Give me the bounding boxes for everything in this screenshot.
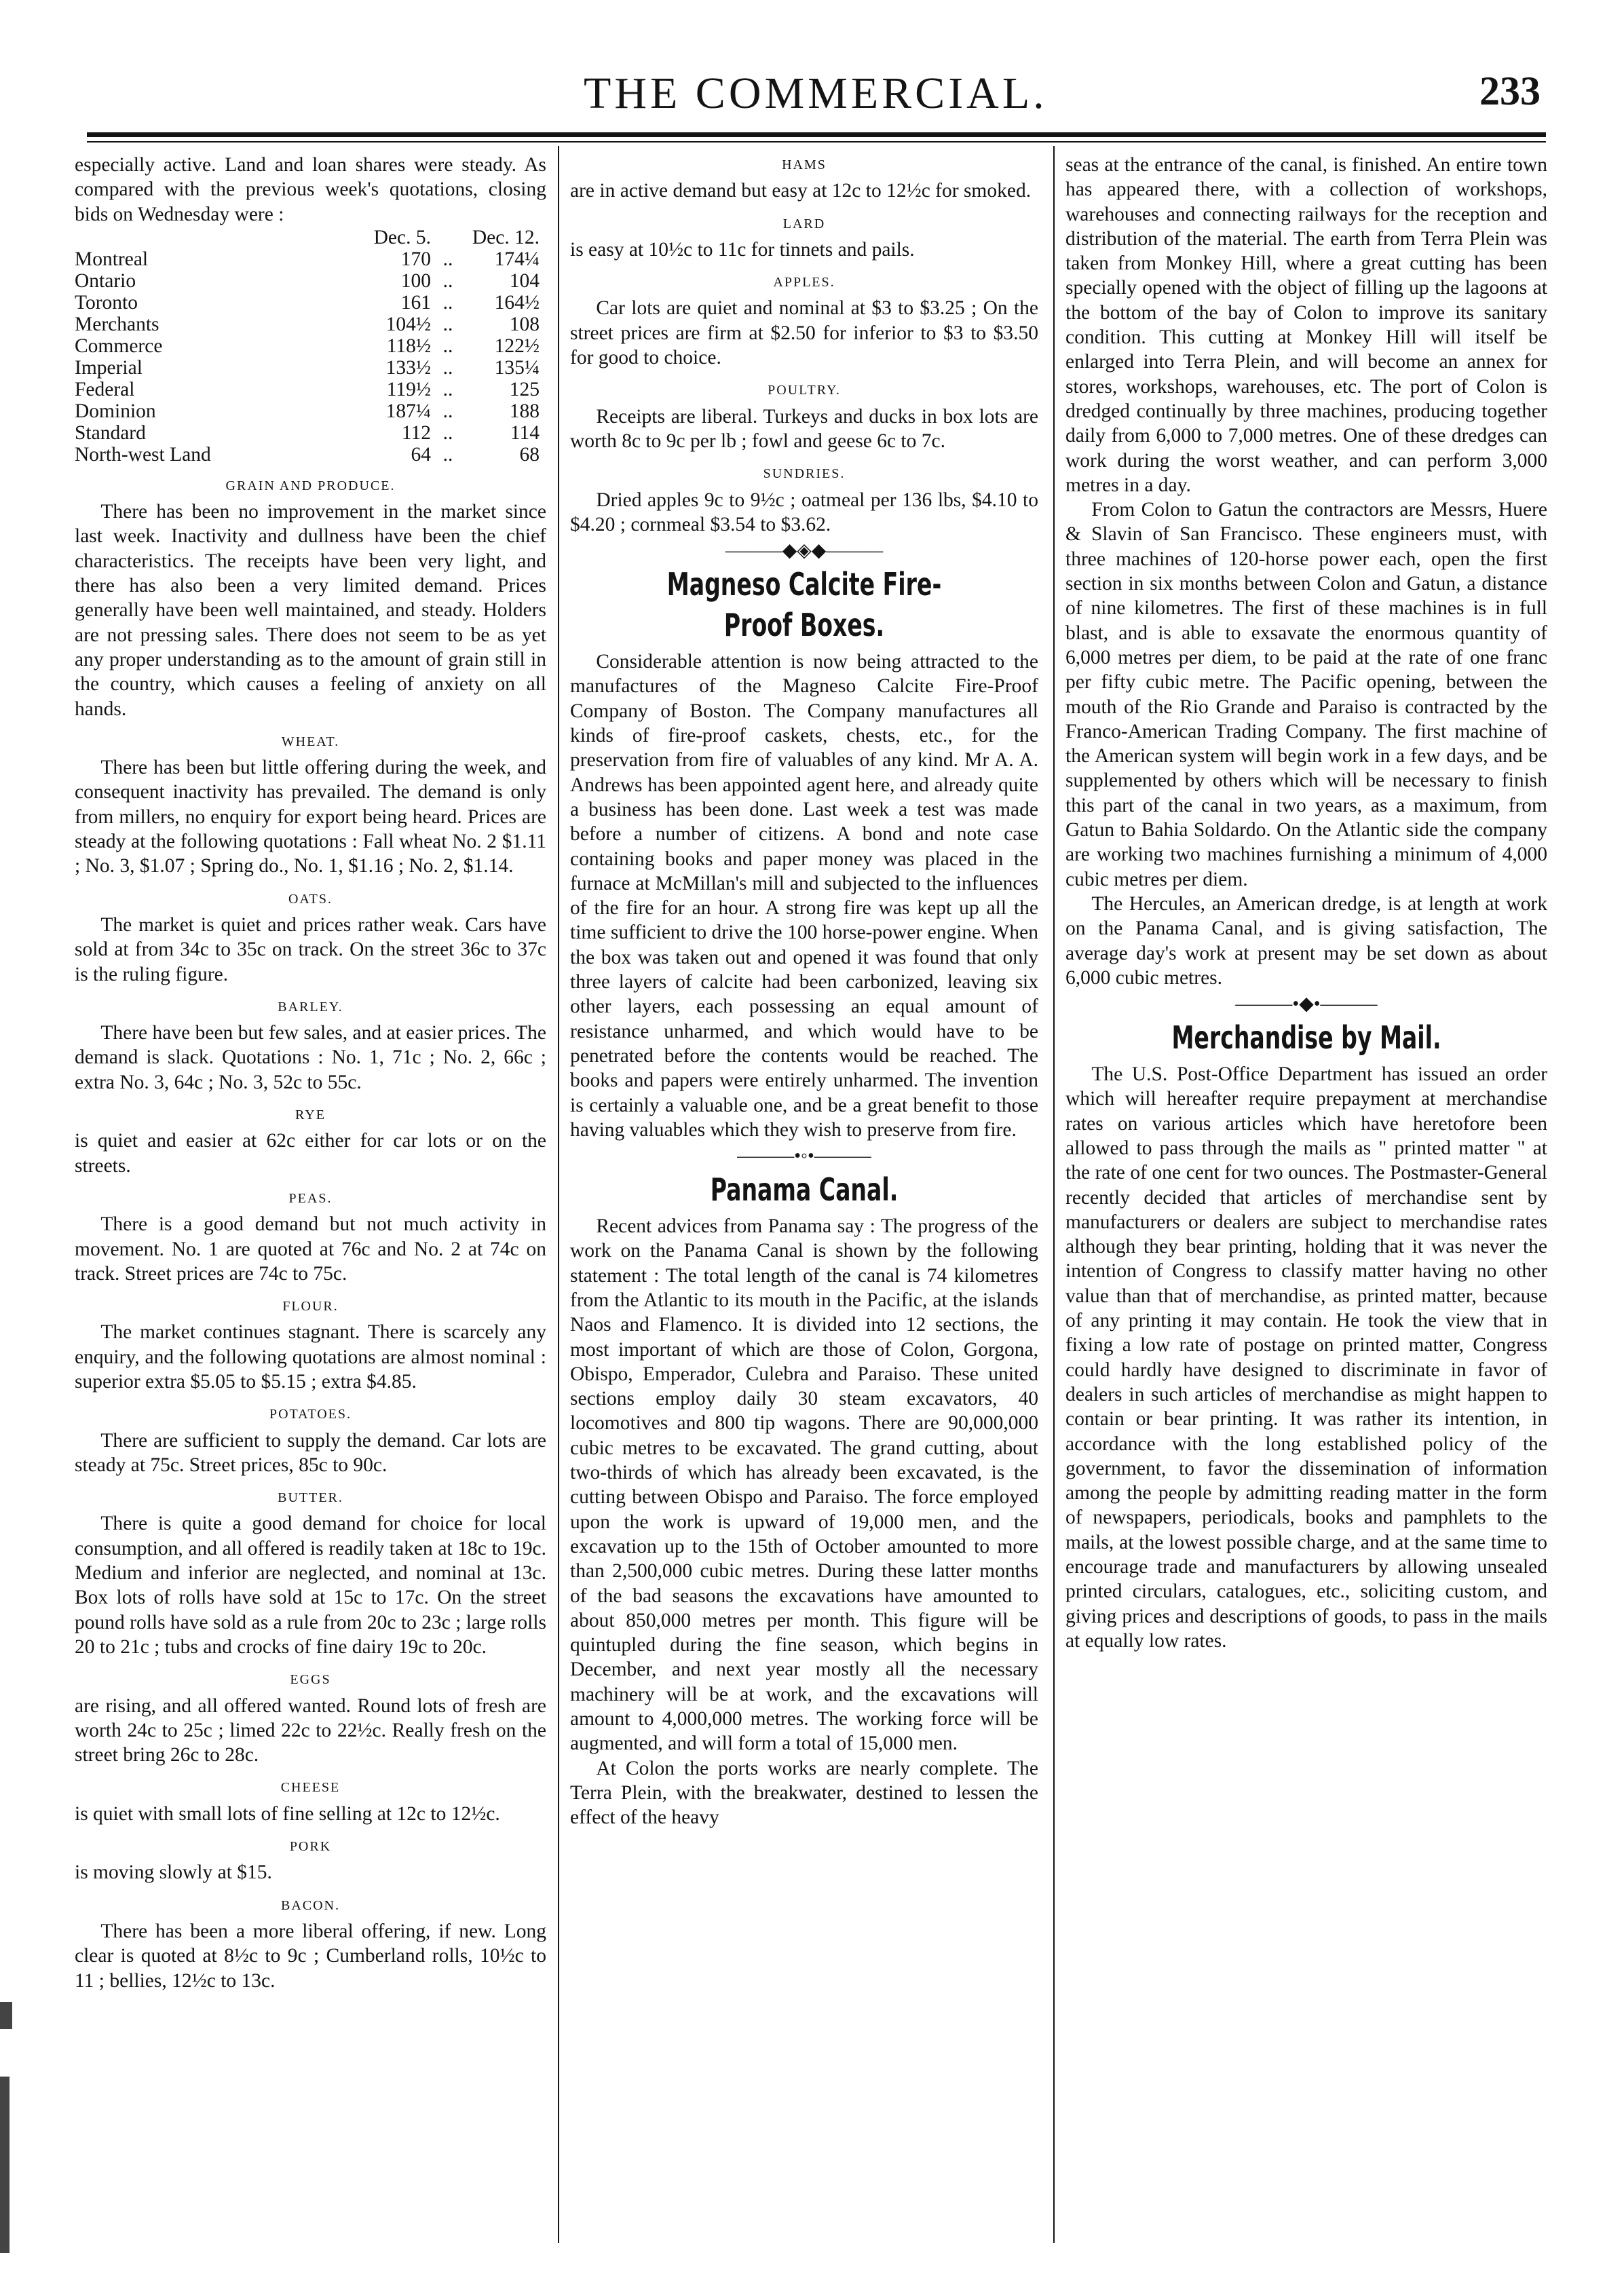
paragraph: There has been a more liberal offering, if new. Long clear is quoted at 8½c to 9c ; Cumberland rolls, 10½c to 11 ; bellies, 12½c to 13c. bbox=[75, 1920, 546, 1992]
table-header bbox=[75, 227, 546, 248]
quote-dec12: 68 bbox=[519, 443, 540, 466]
paragraph: There is quite a good demand for choice for local consumption, and all offered is readily taken at 18c to 19c. Medium and inferior are neglected, and nominal at 13c. Box lots of rolls have sold at 15c to 17c. On the street pound rolls have sold as a rule from 20c to 23c ; large rolls 20 to 21c ; tubs and crocks of fine dairy 19c to 20c. bbox=[75, 1513, 546, 1658]
paragraph: are rising, and all offered wanted. Round lots of fresh are worth 24c to 25c ; limed 22c to 22½c. Really fresh on the street bring 26c to 28c. bbox=[75, 1694, 546, 1766]
header-dec5: Dec. 5. bbox=[373, 226, 431, 248]
section-heading: EGGS bbox=[290, 1672, 331, 1688]
quote-dec12: 125 bbox=[509, 378, 540, 400]
ornamental-rule: ———◆◈◆——— bbox=[725, 540, 884, 562]
section-heading: GRAIN AND PRODUCE. bbox=[225, 478, 396, 493]
bank-name: Commerce bbox=[75, 335, 163, 357]
paragraph: Receipts are liberal. Turkeys and ducks in box lots are worth 8c to 9c per lb ; fowl and geese 6c to 7c. bbox=[570, 405, 1038, 452]
paragraph: There is a good demand but not much activity in movement. No. 1 are quoted at 76c and No. 2 at 74c on track. Street prices are 74c to 75c. bbox=[75, 1213, 546, 1285]
bank-name: Merchants bbox=[75, 313, 159, 335]
quote-dec5: 64 bbox=[411, 443, 431, 466]
paragraph: is quiet and easier at 62c either for car lots or on the streets. bbox=[75, 1130, 546, 1177]
market-intro: especially active. Land and loan shares were steady. As compared with the previous week's quotations, closing bids on Wednesday were : bbox=[75, 154, 546, 225]
leader: .. bbox=[442, 400, 453, 422]
paragraph: Recent advices from Panama say : The progress of the work on the Panama Canal is shown by the following statement : The total length of the canal is 74 kilometres from the Atlantic to its mouth in the Pacific, at the islands Naos and Flamenco. It is divided into 12 sections, the most important of which are those of Colon, Gorgona, Obispo, Emperador, Culebra and Paraiso. These united sections employ daily 30 steam excavators, 40 locomotives and 800 tip wagons. There are 90,000,000 cubic metres to be excavated. The grand cutting, about two-thirds of which has already been excavated, is the cutting between Obispo and Paraiso. The force employed upon the work is upward of 19,000 men, and the excavation up to the 15th of October amounted to more than 2,500,000 cubic metres. During these latter months of the bad seasons the excavations have amounted to about 850,000 metres per month. This figure will be quintupled during the fine season, which begins in December, and next year mostly all the necessary machinery will be at work, and the excavations will amount to 4,000,000 metres. The working force will be augmented, and will form a total of 15,000 men. bbox=[570, 1215, 1038, 1755]
table-row bbox=[75, 335, 546, 357]
leader: .. bbox=[442, 313, 453, 335]
quote-dec12: 164½ bbox=[494, 291, 540, 314]
paragraph: There has been but little offering during the week, and consequent inactivity has prevailed. The demand is only from millers, no enquiry for export being heard. Prices are steady at the following quotations : Fall wheat No. 2 $1.11 ; No. 3, $1.07 ; Spring do., No. 1, $1.16 ; No. 2, $1.14. bbox=[75, 757, 546, 877]
quote-dec12: 122½ bbox=[494, 335, 540, 357]
quote-dec12: 104 bbox=[509, 269, 540, 292]
quote-dec5: 161 bbox=[400, 291, 431, 314]
leader: .. bbox=[442, 269, 453, 292]
section-heading: POULTRY. bbox=[768, 383, 841, 398]
paragraph: are in active demand but easy at 12c to 12½c for smoked. bbox=[570, 180, 1032, 202]
bank-name: North-west Land bbox=[75, 443, 211, 466]
leader: .. bbox=[442, 291, 453, 314]
masthead-rule-thin bbox=[87, 141, 1546, 143]
paragraph: Dried apples 9c to 9½c ; oatmeal per 136 lbs, $4.10 to $4.20 ; cornmeal $3.54 to $3.62. bbox=[570, 489, 1038, 535]
margin-mark bbox=[0, 2002, 12, 2029]
section-heading: BACON. bbox=[280, 1897, 340, 1913]
section-heading: POTATOES. bbox=[269, 1407, 352, 1422]
leader: .. bbox=[442, 356, 453, 379]
leader: .. bbox=[442, 443, 453, 466]
quote-dec12: 114 bbox=[510, 421, 540, 444]
leader: .. bbox=[442, 378, 453, 400]
section-heading: BUTTER. bbox=[278, 1490, 343, 1506]
leader: .. bbox=[442, 248, 453, 270]
ornamental-rule: ———•◦•——— bbox=[737, 1146, 871, 1167]
section-heading: CHEESE bbox=[280, 1780, 341, 1796]
table-row bbox=[75, 444, 546, 466]
column-right bbox=[1065, 153, 1547, 2243]
table-row bbox=[75, 400, 546, 422]
quote-dec12: 108 bbox=[509, 313, 540, 335]
column-left bbox=[75, 153, 546, 2243]
header-dec12: Dec. 12. bbox=[472, 226, 540, 248]
column-divider bbox=[558, 146, 559, 2243]
column-divider bbox=[1053, 146, 1055, 2243]
leader: .. bbox=[442, 335, 453, 357]
paragraph: The Hercules, an American dredge, is at length at work on the Panama Canal, and is giving satisfaction, The average day's work at present may be set down as about 6,000 cubic metres. bbox=[1065, 892, 1547, 989]
paragraph: Car lots are quiet and nominal at $3 to $3.25 ; On the street prices are firm at $2.50 for inferior to $3 to $3.50 for good to choice. bbox=[570, 297, 1038, 369]
paragraph: From Colon to Gatun the contractors are Messrs, Huere & Slavin of San Francisco. These engineers must, with three machines of 120-horse power each, open the first section in six months between Colon and Gatun, a distance of nine kilometres. The first of these machines is in full blast, and is able to exsavate the enormous quantity of 6,000 metres per diem, to be paid at the rate of one franc per fifty cubic metre. The Pacific opening, between the mouth of the Rio Grande and Paraiso is contracted by the Franco-American Trading Company. The first machine of the American system will begin work in a few days, and be supplemented by others which will be necessary to finish this part of the canal in two years, as a maximum, from Gatun to Bahia Soldardo. On the Atlantic side the company are working two machines furnishing a minimum of 4,000 cubic metres per diem. bbox=[1065, 499, 1547, 890]
section-heading: FLOUR. bbox=[282, 1299, 339, 1314]
paragraph: There has been no improvement in the market since last week. Inactivity and dullness have been the chief characteristics. The receipts have been very light, and there has also been a very limited demand. Prices generally have been well maintained, and steady. Holders are not pressing sales. There does not seem to be as yet any proper understanding as to the amount of grain still in the country, which causes a feeling of anxiety on all hands. bbox=[75, 501, 546, 720]
masthead-title: THE COMMERCIAL. bbox=[584, 69, 1048, 118]
page-number: 233 bbox=[1479, 69, 1541, 113]
bank-name: Standard bbox=[75, 421, 146, 444]
section-heading: APPLES. bbox=[773, 275, 835, 290]
article-title-merchandise: Merchandise by Mail. bbox=[1171, 1019, 1441, 1057]
quote-dec5: 118½ bbox=[386, 335, 431, 357]
bank-name: Imperial bbox=[75, 356, 143, 379]
table-row bbox=[75, 248, 546, 270]
section-heading: PEAS. bbox=[288, 1190, 333, 1206]
bank-name: Ontario bbox=[75, 269, 136, 292]
bank-name: Montreal bbox=[75, 248, 149, 270]
column-middle bbox=[570, 153, 1038, 2243]
paragraph: At Colon the ports works are nearly complete. The Terra Plein, with the breakwater, destined to lessen the effect of the heavy bbox=[570, 1757, 1038, 1829]
quote-dec5: 100 bbox=[400, 269, 431, 292]
section-heading: OATS. bbox=[288, 891, 333, 907]
quote-dec5: 170 bbox=[400, 248, 431, 270]
section-heading: SUNDRIES. bbox=[763, 466, 846, 482]
bank-name: Toronto bbox=[75, 291, 138, 314]
table-row bbox=[75, 292, 546, 314]
quote-dec5: 187¼ bbox=[385, 400, 431, 422]
paragraph: The market continues stagnant. There is scarcely any enquiry, and the following quotations are almost nominal : superior extra $5.05 to $5.15 ; extra $4.85. bbox=[75, 1321, 546, 1393]
table-row bbox=[75, 357, 546, 379]
paragraph: is easy at 10½c to 11c for tinnets and pails. bbox=[570, 238, 915, 261]
leader: .. bbox=[442, 421, 453, 444]
section-heading: PORK bbox=[289, 1839, 332, 1855]
quote-dec12: 174¼ bbox=[494, 248, 540, 270]
section-heading: LARD bbox=[782, 216, 826, 231]
bank-name: Federal bbox=[75, 378, 135, 400]
table-row bbox=[75, 422, 546, 444]
table-row bbox=[75, 379, 546, 400]
masthead bbox=[0, 68, 1624, 122]
quote-dec5: 119½ bbox=[386, 378, 431, 400]
bank-name: Dominion bbox=[75, 400, 156, 422]
section-heading: RYE bbox=[295, 1107, 326, 1123]
ornamental-rule: ———•◆•——— bbox=[1235, 993, 1378, 1015]
article-title-panama: Panama Canal. bbox=[710, 1171, 899, 1209]
paragraph: is moving slowly at $15. bbox=[75, 1861, 272, 1884]
bank-quotations-table bbox=[75, 227, 546, 466]
quote-dec5: 104½ bbox=[385, 313, 431, 335]
quote-dec5: 133½ bbox=[385, 356, 431, 379]
section-heading: BARLEY. bbox=[278, 999, 343, 1015]
paragraph: Considerable attention is now being attracted to the manufactures of the Magneso Calcite Fire-Proof Company of Boston. The Company manufactures all kinds of fire-proof caskets, chests, etc., for the preservation from fire of valuables of any kind. Mr A. A. Andrews has been appointed agent here, and already quite a business has been done. Last week a test was made before a number of citizens. A bond and note case containing books and paper money was placed in the furnace at McMillan's mill and subjected to the influences of the fire for an hour. A strong fire was kept up all the time sufficient to drive the 100 horse-power engine. When the box was taken out and opened it was found that only three layers of calcite had been carbonized, leaving six other layers, each possessing an equal amount of resistance unharmed, and which would have to be penetrated before the contents would be reached. The books and papers were entirely unharmed. The invention is certainly a valuable one, and be a great benefit to those having valuables which they wish to preserve from fire. bbox=[570, 651, 1038, 1141]
paragraph: seas at the entrance of the canal, is finished. An entire town has appeared there, with a collection of workshops, warehouses and connecting railways for the reception and distribution of the material. The earth from Terra Plein was taken from Monkey Hill, where a great cutting has been specially opened with the object of filling up the lagoons at the bottom of the bay of Colon to improve its sanitary condition. This cutting at Monkey Hill will itself be enlarged into Terra Plein, and will become an annex for stores, workshops, warehouses, etc. The port of Colon is dredged continually by three machines, producing together daily from 6,000 to 7,000 metres. One of these dredges can work during the worst weather, and can perform 3,000 metres in a day. bbox=[1065, 154, 1547, 496]
paragraph: There are sufficient to supply the demand. Car lots are steady at 75c. Street prices, 85c to 90c. bbox=[75, 1429, 546, 1476]
quote-dec12: 135¼ bbox=[494, 356, 540, 379]
margin-mark bbox=[0, 2077, 10, 2253]
article-title-magneso: Magneso Calcite Fire-Proof Boxes. bbox=[666, 566, 942, 644]
masthead-rule bbox=[87, 132, 1546, 137]
paragraph: The U.S. Post-Office Department has issued an order which will hereafter require prepayment at merchandise rates on various articles which have heretofore been allowed to pass through the mails as " printed matter " at the rate of one cent for two ounces. The Postmaster-General recently decided that articles of merchandise sent by manufacturers or dealers are subject to merchandise rates although they bear printing, holding that it was never the intention of Congress to classify matter having no other value than that of merchandise, as printed matter, because of any printing it may contain. He took the view that in fixing a low rate of postage on printed matter, Congress could hardly have designed to discriminate in favor of dealers in such articles of merchandise as might happen to contain or bear printing. It was rather its intention, in accordance with the long established policy of the government, to favor the dissemination of information among the people by admitting reading matter in the form of newspapers, periodicals, books and pamphlets to the mails, at the lowest possible charge, and at the same time to encourage trade and manufacturers by allowing unsealed printed circulars, catalogues, etc., soliciting custom, and giving prices and descriptions of goods, to pass in the mails at equally low rates. bbox=[1065, 1063, 1547, 1652]
table-row bbox=[75, 270, 546, 292]
paragraph: The market is quiet and prices rather weak. Cars have sold at from 34c to 35c on track. On the street 36c to 37c is the ruling figure. bbox=[75, 913, 546, 985]
section-heading: WHEAT. bbox=[281, 734, 340, 749]
quote-dec5: 112 bbox=[401, 421, 431, 444]
paragraph: is quiet with small lots of fine selling at 12c to 12½c. bbox=[75, 1802, 500, 1825]
section-heading: HAMS bbox=[782, 157, 827, 172]
paragraph: There have been but few sales, and at easier prices. The demand is slack. Quotations : No. 1, 71c ; No. 2, 66c ; extra No. 3, 64c ; No. 3, 52c to 55c. bbox=[75, 1022, 546, 1093]
table-row bbox=[75, 314, 546, 335]
quote-dec12: 188 bbox=[509, 400, 540, 422]
